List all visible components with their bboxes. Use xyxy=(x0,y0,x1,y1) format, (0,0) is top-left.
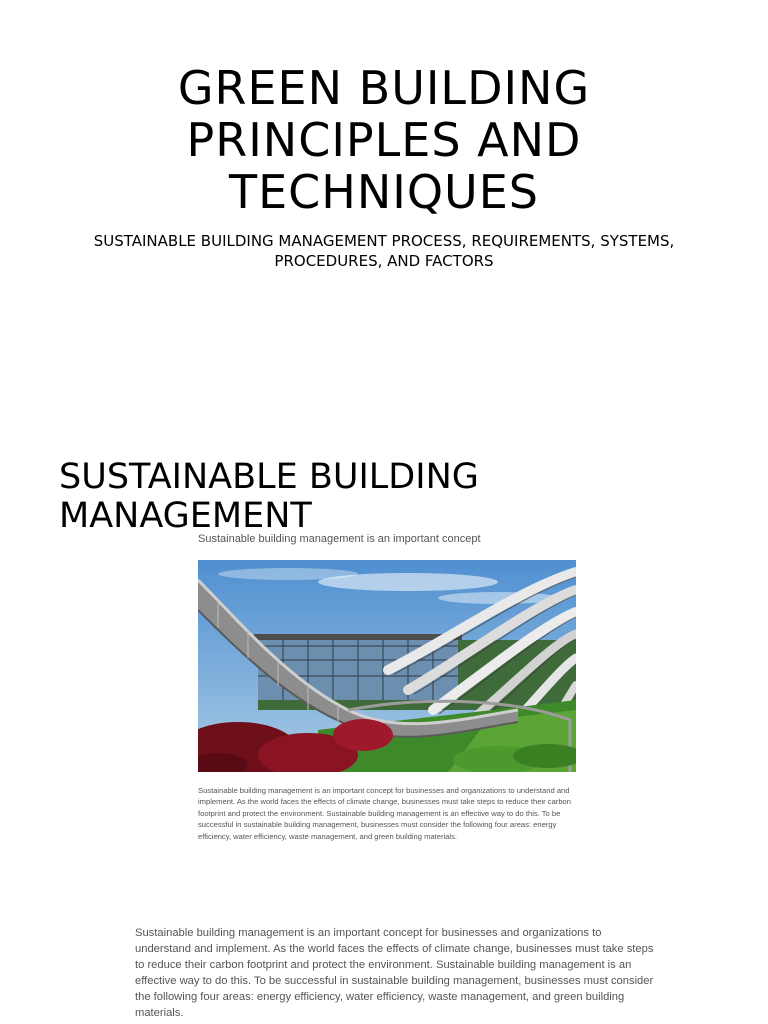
building-photo xyxy=(198,560,576,772)
document-title: GREEN BUILDING PRINCIPLES AND TECHNIQUES xyxy=(177,61,591,219)
image-caption: Sustainable building management is an important concept xyxy=(198,533,481,545)
section-heading: SUSTAINABLE BUILDING MANAGEMENT xyxy=(59,457,479,536)
document-subtitle: SUSTAINABLE BUILDING MANAGEMENT PROCESS, REQUIREMENTS, SYSTEMS, PROCEDURES, AND FACTORS xyxy=(93,232,675,270)
paragraph-small: Sustainable building management is an important concept for businesses and organizations to understand and implement. As the world faces the effects of climate change, businesses must take steps to reduce their carbon footprint and protect the environment. Sustainable building management is an effective way to do this. To be successful in sustainable building management, businesses must consider the following four areas: energy efficiency, water efficiency, waste management, and green building materials. xyxy=(198,786,571,841)
paragraph-large: Sustainable building management is an important concept for businesses and organizations to understand and implement. As the world faces the effects of climate change, businesses must take steps to reduce their carbon footprint and protect the environment. Sustainable building management is an effective way to do this. To be successful in sustainable building management, businesses must consider the following four areas: energy efficiency, water efficiency, waste management, and green building materials. xyxy=(135,927,654,1019)
building-illustration xyxy=(198,560,576,772)
